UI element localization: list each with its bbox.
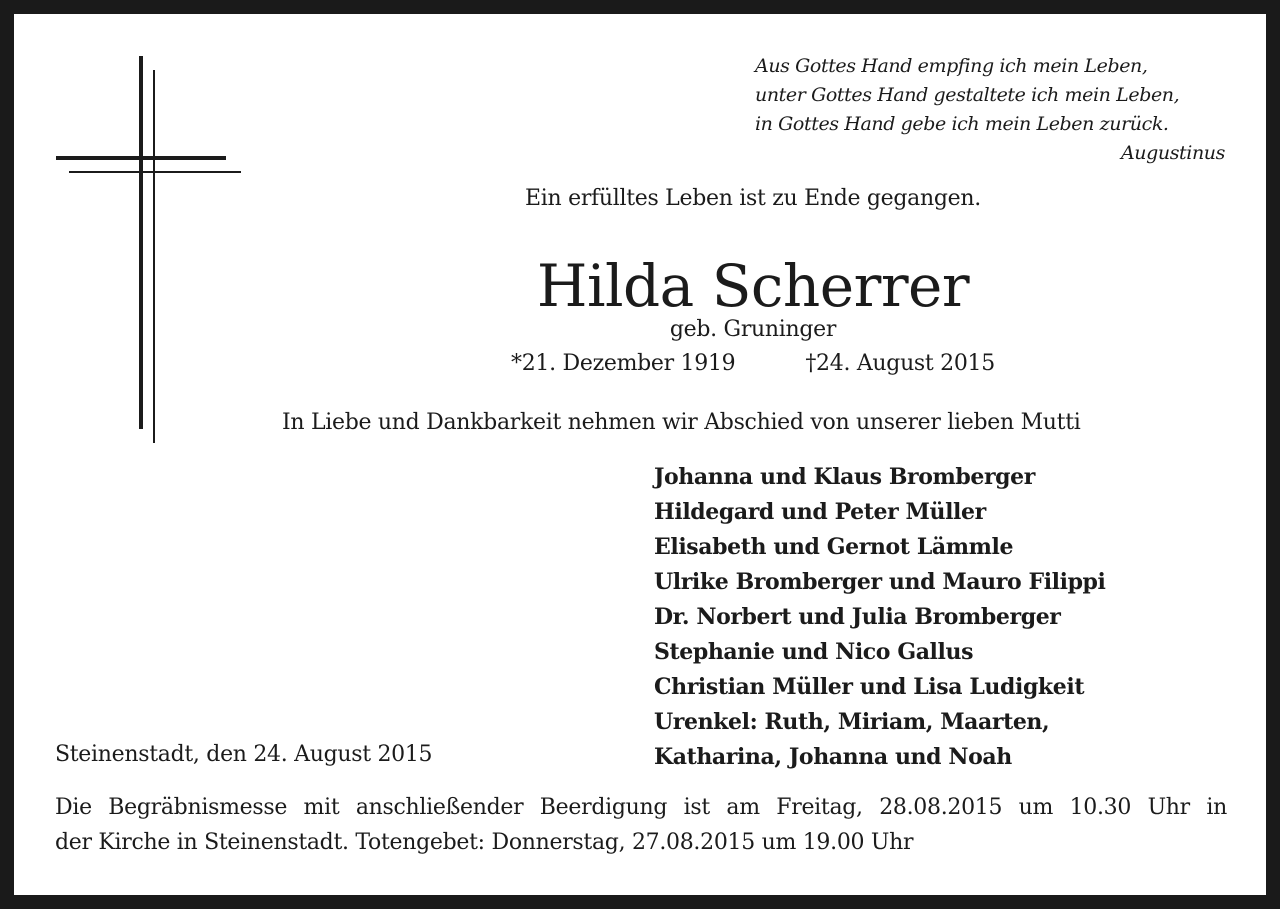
quote-author: Augustinus [1120,142,1225,164]
death-date: †24. August 2015 [805,351,995,376]
funeral-info-line: der Kirche in Steinenstadt. Totengebet: Donnerstag, 27.08.2015 um 19.00 Uhr [55,830,914,855]
obituary-notice [14,14,1266,895]
mourner-entry: Johanna und Klaus Bromberger [654,464,1035,490]
funeral-info-line: Die Begräbnismesse mit anschließender Beerdigung ist am Freitag, 28.08.2015 um 10.30 Uhr in [55,795,1227,820]
mourners-list [654,460,1106,775]
quote-line: Aus Gottes Hand empfing ich mein Leben, [755,55,1148,77]
mourner-entry: Urenkel: Ruth, Miriam, Maarten, [654,709,1050,735]
place-and-date: Steinenstadt, den 24. August 2015 [55,742,433,767]
bible-quote [755,52,1225,168]
mourner-entry: Elisabeth und Gernot Lämmle [654,534,1014,560]
mourner-entry: Christian Müller und Lisa Ludigkeit [654,674,1085,700]
cross-horizontal-thin-line [69,171,241,173]
birth-date: *21. Dezember 1919 [511,351,736,376]
mourner-entry: Ulrike Bromberger und Mauro Filippi [654,569,1106,595]
farewell-text: In Liebe und Dankbarkeit nehmen wir Abschied von unserer lieben Mutti [282,410,1081,435]
funeral-info [55,790,1227,860]
mourner-entry: Stephanie und Nico Gallus [654,639,974,665]
quote-line: unter Gottes Hand gestaltete ich mein Leben, [755,84,1180,106]
mourner-entry: Katharina, Johanna und Noah [654,744,1012,770]
quote-line: in Gottes Hand gebe ich mein Leben zurück. [755,113,1169,135]
intro-text: Ein erfülltes Leben ist zu Ende gegangen. [525,186,981,211]
birth-name: geb. Gruninger [669,317,837,342]
mourner-entry: Hildegard und Peter Müller [654,499,986,525]
deceased-name: Hilda Scherrer [536,252,970,320]
mourner-entry: Dr. Norbert und Julia Bromberger [654,604,1061,630]
cross-icon [14,14,274,474]
life-dates [14,351,1280,376]
cross-horizontal-bar [56,156,226,160]
